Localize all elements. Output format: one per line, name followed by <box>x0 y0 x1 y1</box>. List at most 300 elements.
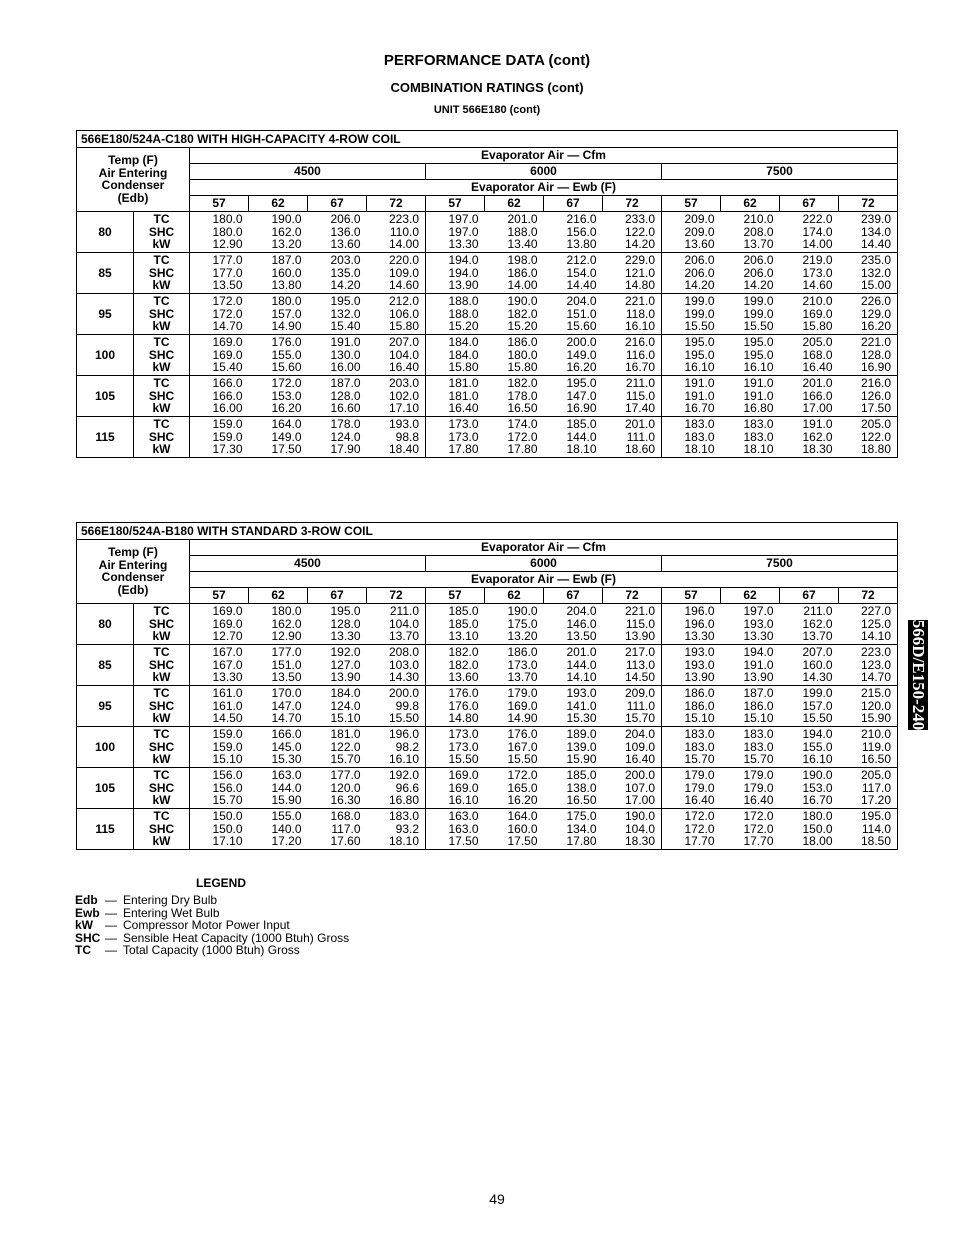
value-cell <box>426 604 485 645</box>
legend-dash: — <box>105 918 117 933</box>
value: 128.0 <box>330 616 361 631</box>
value: 140.0 <box>271 821 302 836</box>
value: 17.70 <box>743 834 774 849</box>
value: 99.8 <box>395 698 419 713</box>
value: 167.0 <box>507 739 538 754</box>
value: 180.0 <box>271 604 302 619</box>
value-cell <box>603 212 662 253</box>
value-cell <box>603 335 662 376</box>
ewb-value: 72 <box>603 196 662 212</box>
value: 183.0 <box>684 417 715 432</box>
value: 13.80 <box>271 278 302 293</box>
value: 172.0 <box>271 376 302 391</box>
ewb-value: 72 <box>603 588 662 604</box>
ewb-value: 57 <box>426 588 485 604</box>
value: 183.0 <box>684 429 715 444</box>
legend-dash: — <box>105 930 117 945</box>
value: 164.0 <box>271 417 302 432</box>
value: 169.0 <box>212 335 243 350</box>
value: 192.0 <box>388 768 419 783</box>
value: 115.0 <box>625 616 655 631</box>
value: 173.0 <box>448 727 479 742</box>
row-labels <box>134 417 190 458</box>
temp-cell: 80 <box>77 212 134 253</box>
value: 109.0 <box>624 739 655 754</box>
table-title-row <box>77 131 898 148</box>
value: 16.00 <box>212 401 243 416</box>
value-cell <box>367 417 426 458</box>
value-cell <box>544 335 603 376</box>
value: 191.0 <box>743 376 774 391</box>
value-cell <box>544 645 603 686</box>
value: 204.0 <box>624 727 655 742</box>
value-cell <box>249 645 308 686</box>
value: 15.40 <box>212 360 243 375</box>
table-title: 566E180/524A-C180 WITH HIGH-CAPACITY 4-ROW COIL <box>77 131 898 148</box>
value: 18.40 <box>388 442 419 457</box>
value-cell <box>426 768 485 809</box>
value-cell <box>308 294 367 335</box>
value: 172.0 <box>507 768 538 783</box>
value: 153.0 <box>802 780 833 795</box>
value: 14.10 <box>860 629 891 644</box>
value: 15.90 <box>271 793 302 808</box>
header-row-ewb-values <box>77 588 898 604</box>
row-labels <box>134 768 190 809</box>
value: 16.40 <box>684 793 715 808</box>
value-cell <box>426 376 485 417</box>
value: 173.0 <box>448 739 479 754</box>
value-cell <box>544 253 603 294</box>
value: 14.00 <box>802 237 833 252</box>
value: 16.20 <box>271 401 302 416</box>
table-row <box>77 686 898 727</box>
value-cell <box>839 645 898 686</box>
temp-cell: 85 <box>77 253 134 294</box>
temp-header-line: Air Entering <box>98 557 168 572</box>
value: 144.0 <box>566 657 597 672</box>
value: 124.0 <box>330 698 361 713</box>
value: 178.0 <box>507 388 538 403</box>
ewb-value: 72 <box>367 196 426 212</box>
value: 173.0 <box>507 657 538 672</box>
value: 139.0 <box>566 739 597 754</box>
row-label: TC <box>153 768 170 783</box>
value: 219.0 <box>802 253 833 268</box>
value: 18.10 <box>388 834 419 849</box>
value: 191.0 <box>743 388 774 403</box>
ewb-value: 62 <box>485 588 544 604</box>
temp-cell: 105 <box>77 768 134 809</box>
value: 185.0 <box>566 768 597 783</box>
value: 16.50 <box>860 752 891 767</box>
value-cell <box>662 604 721 645</box>
value: 199.0 <box>743 306 774 321</box>
value: 17.50 <box>271 442 302 457</box>
temp-cell: 85 <box>77 645 134 686</box>
temp-header-line: (Edb) <box>117 582 149 597</box>
value: 13.80 <box>566 237 597 252</box>
side-tab-label: 566D/E150-240 <box>909 619 928 731</box>
value: 180.0 <box>212 212 243 227</box>
value: 156.0 <box>212 768 243 783</box>
value: 14.20 <box>684 278 715 293</box>
ewb-value: 57 <box>662 588 721 604</box>
value: 14.40 <box>566 278 597 293</box>
value: 98.8 <box>395 429 419 444</box>
value: 186.0 <box>507 265 538 280</box>
row-label: SHC <box>148 739 175 754</box>
value-cell <box>426 253 485 294</box>
value: 172.0 <box>212 306 243 321</box>
value: 186.0 <box>507 645 538 660</box>
value: 15.10 <box>684 711 715 726</box>
value: 193.0 <box>684 645 715 660</box>
value: 14.30 <box>388 670 419 685</box>
value-cell <box>190 253 249 294</box>
value: 172.0 <box>507 429 538 444</box>
legend-text: Sensible Heat Capacity (1000 Btuh) Gross <box>123 930 350 945</box>
value-cell <box>839 604 898 645</box>
row-label: kW <box>152 629 171 644</box>
value: 13.40 <box>507 237 538 252</box>
value: 163.0 <box>271 768 302 783</box>
value: 217.0 <box>624 645 655 660</box>
value: 98.2 <box>395 739 419 754</box>
value: 208.0 <box>743 224 774 239</box>
row-labels <box>134 604 190 645</box>
value: 162.0 <box>802 429 833 444</box>
row-labels <box>134 809 190 850</box>
ewb-value: 67 <box>544 196 603 212</box>
value: 156.0 <box>212 780 243 795</box>
value: 207.0 <box>802 645 833 660</box>
value: 179.0 <box>743 768 774 783</box>
value: 226.0 <box>860 294 892 309</box>
value: 184.0 <box>448 335 479 350</box>
value: 12.70 <box>212 629 243 644</box>
row-labels <box>134 335 190 376</box>
value: 181.0 <box>448 376 479 391</box>
value: 15.70 <box>684 752 715 767</box>
value: 13.70 <box>802 629 833 644</box>
value: 173.0 <box>802 265 833 280</box>
value: 194.0 <box>743 645 774 660</box>
value: 200.0 <box>388 686 419 701</box>
value: 221.0 <box>860 335 892 350</box>
row-label: SHC <box>148 429 175 444</box>
value: 186.0 <box>684 698 715 713</box>
value: 16.00 <box>330 360 361 375</box>
value: 16.20 <box>566 360 597 375</box>
ewb-header: Evaporator Air — Ewb (F) <box>190 180 898 196</box>
value: 212.0 <box>388 294 419 309</box>
temp-header <box>77 148 190 212</box>
ewb-value: 67 <box>780 196 839 212</box>
value: 128.0 <box>330 388 361 403</box>
value: 174.0 <box>507 417 538 432</box>
value: 223.0 <box>860 645 891 660</box>
value: 215.0 <box>860 686 891 701</box>
value-cell <box>839 809 898 850</box>
value: 115.0 <box>625 388 655 403</box>
value: 125.0 <box>860 616 891 631</box>
value-cell <box>721 809 780 850</box>
value-cell <box>544 212 603 253</box>
row-label: TC <box>153 294 170 309</box>
value: 13.90 <box>624 629 655 644</box>
value: 13.60 <box>448 670 479 685</box>
ewb-value: 62 <box>249 196 308 212</box>
header-row-cfm <box>77 148 898 164</box>
value: 190.0 <box>507 294 538 309</box>
value: 117.0 <box>861 780 891 795</box>
value: 159.0 <box>212 739 243 754</box>
value-cell <box>308 212 367 253</box>
value: 14.80 <box>448 711 479 726</box>
value-cell <box>426 212 485 253</box>
cfm-value: 4500 <box>190 556 426 572</box>
temp-cell: 100 <box>77 335 134 376</box>
value: 15.70 <box>624 711 655 726</box>
value: 13.90 <box>448 278 479 293</box>
value-cell <box>721 768 780 809</box>
value: 16.60 <box>330 401 361 416</box>
value-cell <box>603 727 662 768</box>
value: 162.0 <box>802 616 833 631</box>
value-cell <box>190 686 249 727</box>
value-cell <box>249 417 308 458</box>
value: 17.50 <box>507 834 538 849</box>
temp-header-line: (Edb) <box>117 190 149 205</box>
value: 191.0 <box>330 335 361 350</box>
value: 17.30 <box>212 442 243 457</box>
value: 13.90 <box>330 670 361 685</box>
legend-text: Entering Wet Bulb <box>123 905 220 920</box>
value: 153.0 <box>271 388 302 403</box>
value: 120.0 <box>330 780 361 795</box>
value: 136.0 <box>330 224 361 239</box>
value: 13.60 <box>330 237 361 252</box>
value: 117.0 <box>331 821 361 836</box>
row-label: kW <box>152 401 171 416</box>
value: 167.0 <box>212 657 243 672</box>
row-label: SHC <box>148 224 175 239</box>
value: 15.30 <box>271 752 302 767</box>
ewb-value: 72 <box>839 588 898 604</box>
value-cell <box>721 294 780 335</box>
performance-table-high-capacity <box>76 130 898 458</box>
value: 127.0 <box>330 657 361 672</box>
value-cell <box>721 335 780 376</box>
value-cell <box>190 768 249 809</box>
value: 17.00 <box>802 401 833 416</box>
value-cell <box>544 686 603 727</box>
value: 18.10 <box>684 442 715 457</box>
page-number: 49 <box>489 1191 505 1207</box>
value: 13.50 <box>566 629 597 644</box>
value-cell <box>249 768 308 809</box>
value-cell <box>485 809 544 850</box>
value: 14.60 <box>388 278 419 293</box>
value-cell <box>485 686 544 727</box>
value-cell <box>308 604 367 645</box>
value: 107.0 <box>624 780 655 795</box>
table-row <box>77 212 898 253</box>
value-cell <box>190 809 249 850</box>
value: 195.0 <box>566 376 597 391</box>
legend-item <box>75 943 349 956</box>
value: 14.00 <box>507 278 538 293</box>
value: 141.0 <box>566 698 597 713</box>
value: 15.10 <box>212 752 243 767</box>
value: 14.60 <box>802 278 833 293</box>
value-cell <box>485 212 544 253</box>
value-cell <box>662 212 721 253</box>
ewb-value: 67 <box>780 588 839 604</box>
value: 14.00 <box>388 237 419 252</box>
temp-header-line: Air Entering <box>98 165 168 180</box>
legend-abbr: Edb <box>75 893 98 907</box>
value: 13.30 <box>330 629 361 644</box>
value: 16.30 <box>330 793 361 808</box>
value: 204.0 <box>566 294 597 309</box>
row-label: SHC <box>148 388 175 403</box>
value-cell <box>662 686 721 727</box>
value: 208.0 <box>388 645 419 660</box>
value: 104.0 <box>624 821 655 836</box>
row-label: kW <box>152 442 171 457</box>
value-cell <box>367 686 426 727</box>
value: 110.0 <box>389 224 419 239</box>
value-cell <box>190 645 249 686</box>
legend-item <box>75 931 349 944</box>
row-label: kW <box>152 360 171 375</box>
value: 16.10 <box>624 319 655 334</box>
legend-text: Compressor Motor Power Input <box>123 918 290 933</box>
value-cell <box>780 604 839 645</box>
value: 198.0 <box>507 253 538 268</box>
value: 119.0 <box>861 739 891 754</box>
value: 227.0 <box>860 604 891 619</box>
value: 162.0 <box>271 224 302 239</box>
row-labels <box>134 253 190 294</box>
row-label: TC <box>153 809 170 824</box>
temp-cell: 115 <box>77 417 134 458</box>
cfm-value: 6000 <box>426 164 662 180</box>
value-cell <box>308 727 367 768</box>
value-cell <box>190 212 249 253</box>
temp-header <box>77 540 190 604</box>
cfm-value: 7500 <box>662 164 898 180</box>
value: 179.0 <box>507 686 538 701</box>
value: 201.0 <box>566 645 597 660</box>
value-cell <box>544 294 603 335</box>
value-cell <box>544 376 603 417</box>
value: 186.0 <box>684 686 715 701</box>
value: 194.0 <box>448 265 479 280</box>
temp-header-line: Condenser <box>101 570 165 584</box>
value-cell <box>662 294 721 335</box>
value: 15.20 <box>448 319 479 334</box>
value: 14.50 <box>624 670 655 685</box>
value-cell <box>780 768 839 809</box>
value: 173.0 <box>448 417 479 432</box>
value-cell <box>603 809 662 850</box>
value-cell <box>367 809 426 850</box>
value: 14.70 <box>271 711 302 726</box>
table-row <box>77 768 898 809</box>
value: 168.0 <box>802 347 833 362</box>
value: 191.0 <box>684 388 715 403</box>
value: 138.0 <box>566 780 597 795</box>
temp-cell: 115 <box>77 809 134 850</box>
value: 14.70 <box>212 319 243 334</box>
value: 14.20 <box>743 278 774 293</box>
temp-cell: 95 <box>77 686 134 727</box>
value-cell <box>662 376 721 417</box>
legend-abbr: Ewb <box>75 905 100 920</box>
value: 211.0 <box>803 604 833 619</box>
header-row-ewb <box>77 180 898 196</box>
row-label: SHC <box>148 306 175 321</box>
value: 14.40 <box>860 237 892 252</box>
row-labels <box>134 645 190 686</box>
header-row-cfm-values <box>77 164 898 180</box>
ewb-value: 62 <box>249 588 308 604</box>
value-cell <box>662 335 721 376</box>
ewb-value: 72 <box>367 588 426 604</box>
value: 16.10 <box>388 752 419 767</box>
value-cell <box>603 417 662 458</box>
legend-abbr: SHC <box>75 930 101 945</box>
value: 150.0 <box>212 809 243 824</box>
value-cell <box>485 376 544 417</box>
value-cell <box>249 604 308 645</box>
cfm-header: Evaporator Air — Cfm <box>190 148 898 164</box>
value: 169.0 <box>448 768 479 783</box>
row-label: TC <box>153 376 170 391</box>
value: 235.0 <box>860 253 892 268</box>
value: 185.0 <box>448 604 479 619</box>
value: 210.0 <box>802 294 833 309</box>
row-label: TC <box>153 212 170 227</box>
header-row-ewb <box>77 572 898 588</box>
value-cell <box>367 768 426 809</box>
ewb-value: 72 <box>839 196 898 212</box>
value: 169.0 <box>507 698 538 713</box>
value: 169.0 <box>212 347 243 362</box>
value: 185.0 <box>448 616 479 631</box>
value-cell <box>839 335 898 376</box>
value-cell <box>426 417 485 458</box>
value: 13.30 <box>743 629 774 644</box>
value: 124.0 <box>330 429 361 444</box>
value: 129.0 <box>860 306 892 321</box>
value-cell <box>544 417 603 458</box>
value: 15.00 <box>860 278 892 293</box>
value: 182.0 <box>448 645 479 660</box>
row-labels <box>134 727 190 768</box>
value: 18.10 <box>566 442 597 457</box>
value-cell <box>780 253 839 294</box>
value: 205.0 <box>860 768 891 783</box>
value: 166.0 <box>271 727 302 742</box>
value: 193.0 <box>684 657 715 672</box>
legend-title: LEGEND <box>196 876 247 890</box>
value: 206.0 <box>684 265 715 280</box>
value: 183.0 <box>743 429 774 444</box>
